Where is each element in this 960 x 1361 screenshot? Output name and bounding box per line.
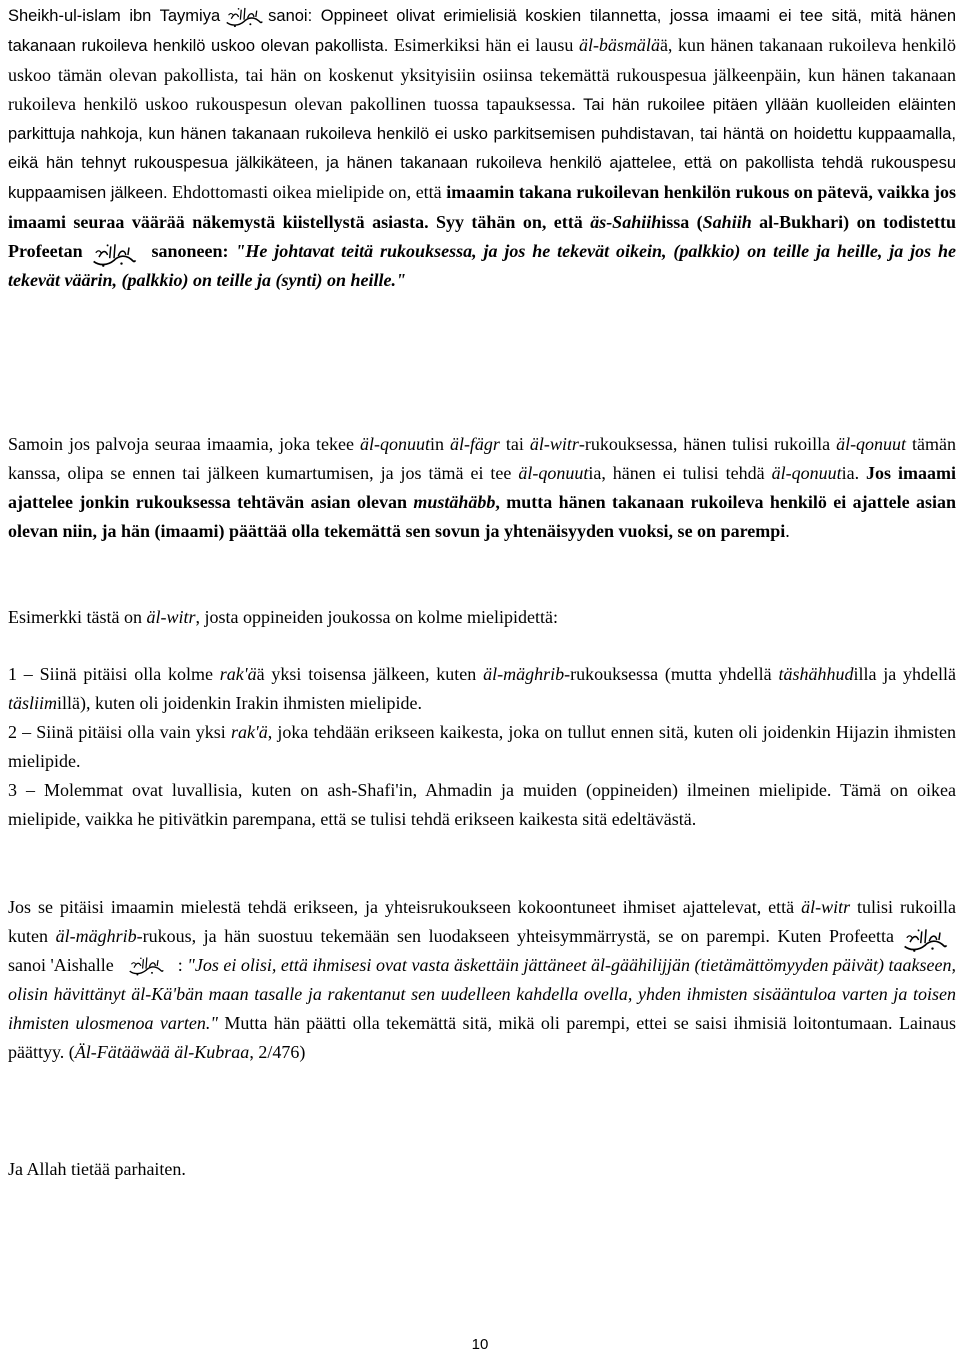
honorific-ra-icon xyxy=(224,4,264,30)
paragraph-1: Sheikh-ul-islam ibn Taymiya sanoi: Oppineet olivat erimielisiä koskien tilannetta, jossa imaami ei tee sitä, mitä hänen takanaan rukoileva henkilö uskoo olevan pakollista. Esimerkiksi hän ei lausu äl-bäsmälää, kun hänen takanaan rukoileva henkilö uskoo tämän olevan pakollista, tai hän on koskenut yksityisiin osiinsa tekemättä rukouspesua jälkeenpäin, kun hänen takanaan rukoileva henkilö uskoo rukouspesun olevan pakollinen tuossa tapauksessa. Tai hän rukoilee pitäen yllään kuolleiden eläinten parkittuja nahkoja, kun hänen takanaan rukoileva henkilö ei usko parkitsemisen puhdistavan, tai häntä on hoidettu kuppaamalla, eikä hän tehnyt rukouspesua jälkikäteen, ja hänen takanaan rukoileva henkilö ajattelee, että on pakollista tehdä rukouspesu kuppaamisen jälkeen. Ehdottomasti oikea mielipide on, että imaamin takana rukoilevan henkilön rukous on pätevä, vaikka jos imaami seuraa väärää näkemystä kiistellystä asiasta. Syy tähän on, että äs-Sahiihissa (Sahiih al-Bukhari) on todistettu Profeetan sanoneen: "He johtavat teitä rukouksessa, ja jos he tekevät oikein, (palkkio) on teille ja heille, ja jos he tekevät väärin, (palkkio) on teille ja (synti) on heille." xyxy=(8,2,956,295)
opinions-list xyxy=(8,660,956,834)
intro-text-2: sanoi: Oppineet olivat erimielisiä koskien tilannetta, jossa imaami ei tee sitä, mitä hänen takanaan rukoileva henkilö uskoo olevan pakollista. xyxy=(8,7,956,55)
honorific-saw-icon xyxy=(898,925,952,951)
honorific-saw-icon xyxy=(87,240,141,266)
key-statement: imaamin takana rukoilevan henkilön rukous on pätevä, vaikka jos imaami seuraa väärää näkemystä kiistellystä asiasta. xyxy=(8,182,956,232)
honorific-raha-icon xyxy=(118,954,174,980)
paragraph-2: Samoin jos palvoja seuraa imaamia, joka tekee äl-qonuutin äl-fägr tai äl-witr-rukouksessa, hänen tulisi rukoilla äl-qonuut tämän kanssa, olipa se ennen tai jälkeen kumartumisen, ja jos tämä ei tee äl-qonuutia, hänen ei tulisi tehdä äl-qonuutia. Jos imaami ajattelee jonkin rukouksessa tehtävän asian olevan mustähäbb, mutta hänen takanaan rukoileva henkilö ei ajattele asian olevan niin, ja hän (imaami) päättää olla tekemättä sen sovun ja yhtenäisyyden vuoksi, se on parempi. xyxy=(8,434,957,541)
hadith-quote: "Jos ei olisi, että ihmisesi ovat vasta äskettäin jättäneet äl-gäähilijjän (tietämättömyyden päivät) taakseen, olisin hävittänyt äl-Kä'bän maan tasalle ja rakentanut sen uudelleen kahdella ovella, yhden ihmisten sisääntuloa varten ja toisen ihmisten ulosmenoa varten." xyxy=(8,955,956,1033)
page-number: 10 xyxy=(471,1336,489,1353)
list-item: 3 – Molemmat ovat luvallisia, kuten on ash-Shafi'in, Ahmadin ja muiden (oppineiden) ilmeinen mielipide. Tämä on oikea mielipide, vaikka he pitivätkin parempana, että se tulisi tehdä erikseen kaikesta sitä edeltävästä. xyxy=(8,780,956,829)
paragraph-3: Esimerkki tästä on äl-witr, josta oppineiden joukossa on kolme mielipidettä: xyxy=(8,607,558,627)
list-item: 1 – Siinä pitäisi olla kolme rak'ää yksi toisensa jälkeen, kuten äl-mäghrib-rukouksessa (mutta yhdellä täshähhudilla ja yhdellä täsliimillä), kuten oli joidenkin Irakin ihmisten mielipide. xyxy=(8,664,957,713)
closing-line: Ja Allah tietää parhaiten. xyxy=(8,1159,186,1179)
intro-text: Sheikh-ul-islam ibn Taymiya xyxy=(8,7,221,25)
paragraph-5: Jos se pitäisi imaamin mielestä tehdä erikseen, ja yhteisrukoukseen kokoontuneet ihmiset ajattelevat, että äl-witr tulisi rukoilla kuten äl-mäghrib-rukous, ja hän suostuu tekemään sen luodakseen yhteisymmärrystä, se on parempi. Kuten Profeetta sanoi 'Aishalle : "Jos ei olisi, että ihmisesi ovat vasta äskettäin jättäneet äl-gäähilijjän (tietämättömyyden päivät) taakseen, olisin hävittänyt äl-Kä'bän maan tasalle ja rakentanut sen uudelleen kahdella ovella, yhden ihmisten sisääntuloa varten ja toisen ihmisten ulosmenoa varten." Mutta hän päätti olla tekemättä sitä, mikä oli parempi, ettei se saisi ihmisiä loitontumaan. Lainaus päättyy. (Äl-Fätääwää äl-Kubraa, 2/476) xyxy=(8,897,956,1062)
list-item: 2 – Siinä pitäisi olla vain yksi rak'ä, joka tehdään erikseen kaikesta, joka on tullut ennen sitä, kuten oli joidenkin Hijazin ihmisten mielipide. xyxy=(8,722,956,771)
hadith-quote: "He johtavat teitä rukouksessa, ja jos he tekevät oikein, (palkkio) on teille ja heille, ja jos he tekevät väärin, (palkkio) on teille ja (synti) on heille." xyxy=(8,241,956,291)
